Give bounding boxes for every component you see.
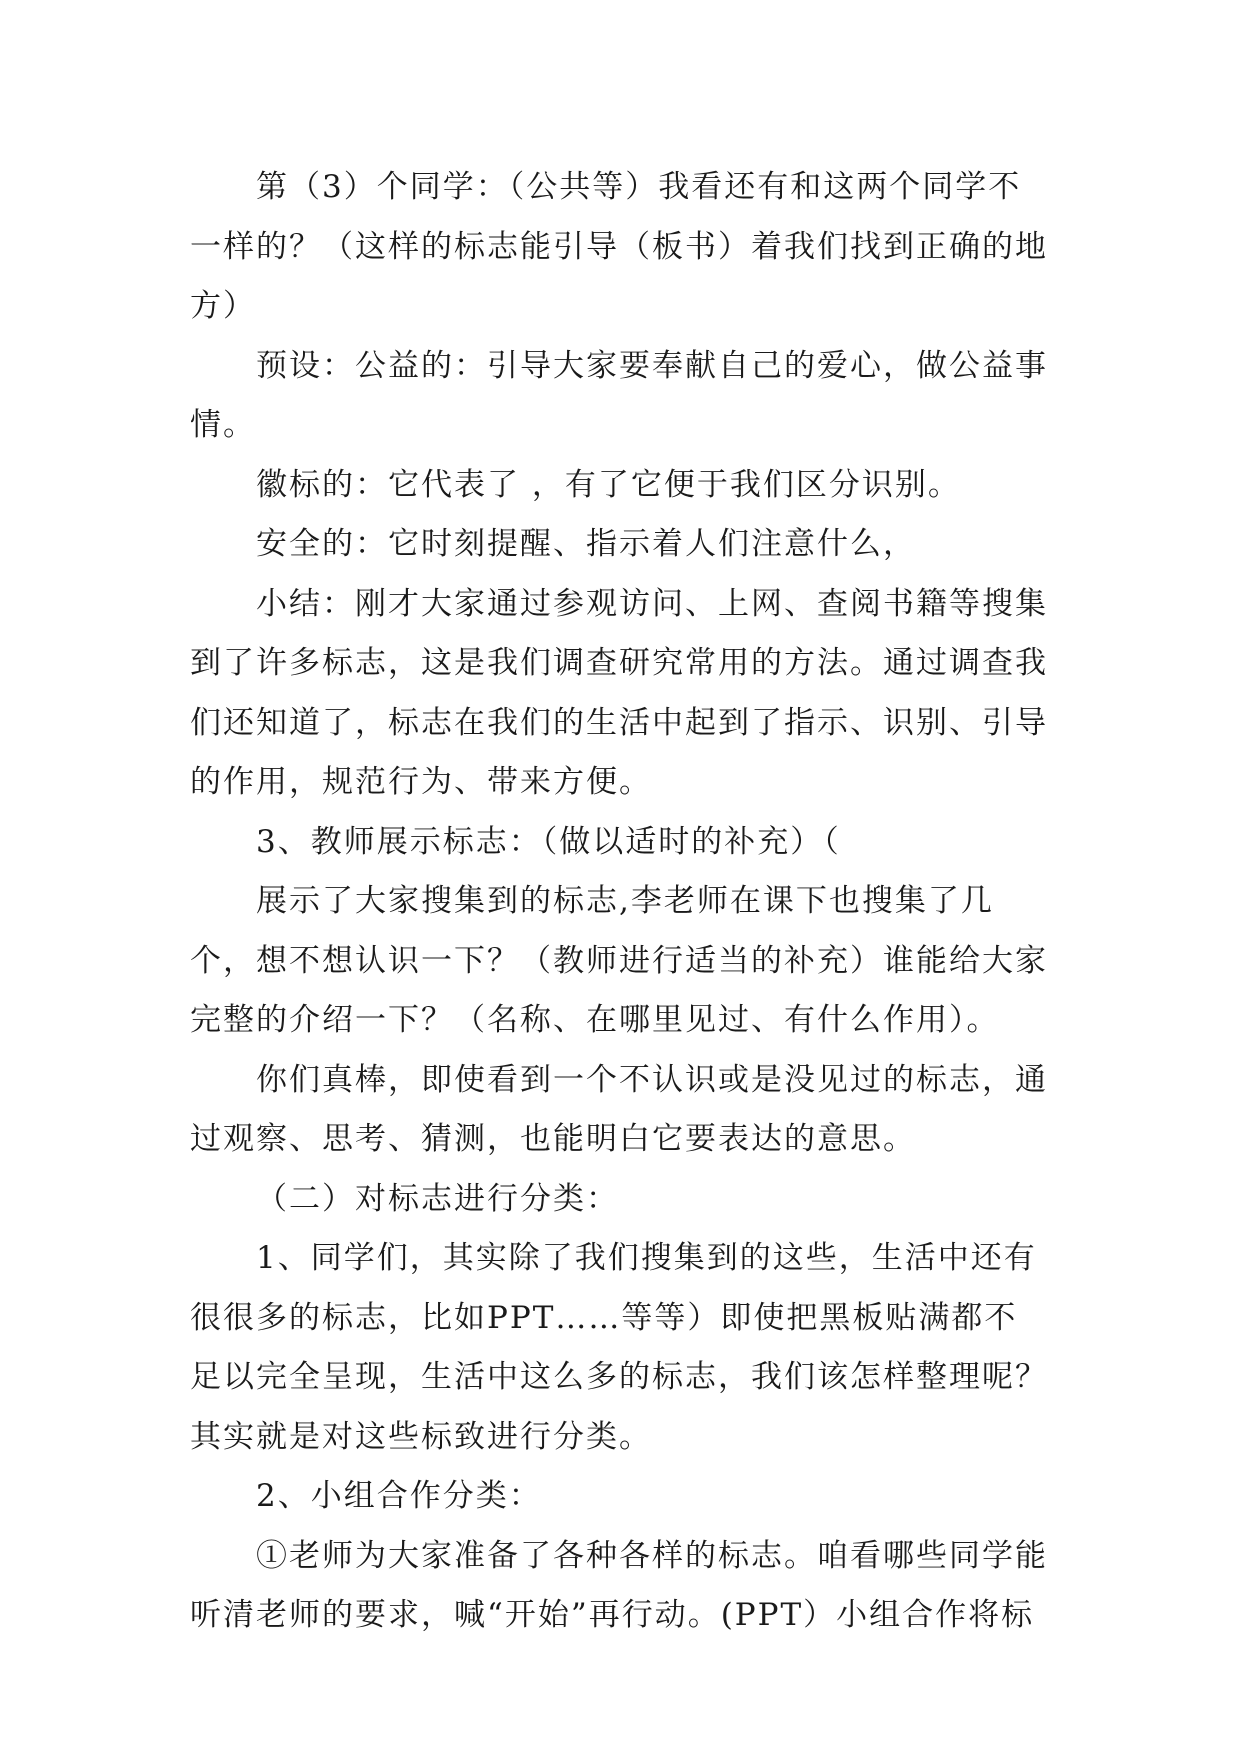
paragraph: 徽标的：它代表了 ，有了它便于我们区分识别。 [256,466,961,503]
document-body [190,158,1050,1646]
paragraph: ①老师为大家准备了各种各样的标志。咱看哪些同学能听清老师的要求，喊“开始”再行动。(PPT）小组合作将标 [190,1537,1048,1633]
paragraph: 安全的：它时刻提醒、指示着人们注意什么， [256,526,916,562]
paragraph: 你们真棒，即使看到一个不认识或是没见过的标志，通过观察、思考、猜测，也能明白它要表达的意思。 [190,1061,1048,1157]
paragraph: 3、教师展示标志：（做以适时的补充）（ [256,823,841,860]
paragraph: 预设：公益的：引导大家要奉献自己的爱心，做公益事情。 [190,347,1048,443]
paragraph: 1、同学们，其实除了我们搜集到的这些，生活中还有很很多的标志，比如PPT……等等）即使把黑板贴满都不足以完全呈现，生活中这么多的标志，我们该怎样整理呢？其实就是对这些标致进行分类。 [190,1240,1048,1455]
paragraph: 小结：刚才大家通过参观访问、上网、查阅书籍等搜集到了许多标志，这是我们调查研究常用的方法。通过调查我们还知道了，标志在我们的生活中起到了指示、识别、引导的作用，规范行为、带来方便。 [190,585,1048,800]
paragraph: 展示了大家搜集到的标志,李老师在课下也搜集了几个，想不想认识一下？（教师进行适当的补充）谁能给大家完整的介绍一下？（名称、在哪里见过、有什么作用）。 [190,883,1048,1038]
paragraph: 2、小组合作分类： [256,1478,542,1514]
paragraph: 第（3）个同学：（公共等）我看还有和这两个同学不一样的？（这样的标志能引导（板书）着我们找到正确的地方） [190,169,1048,324]
section-heading: （二）对标志进行分类： [256,1180,619,1217]
